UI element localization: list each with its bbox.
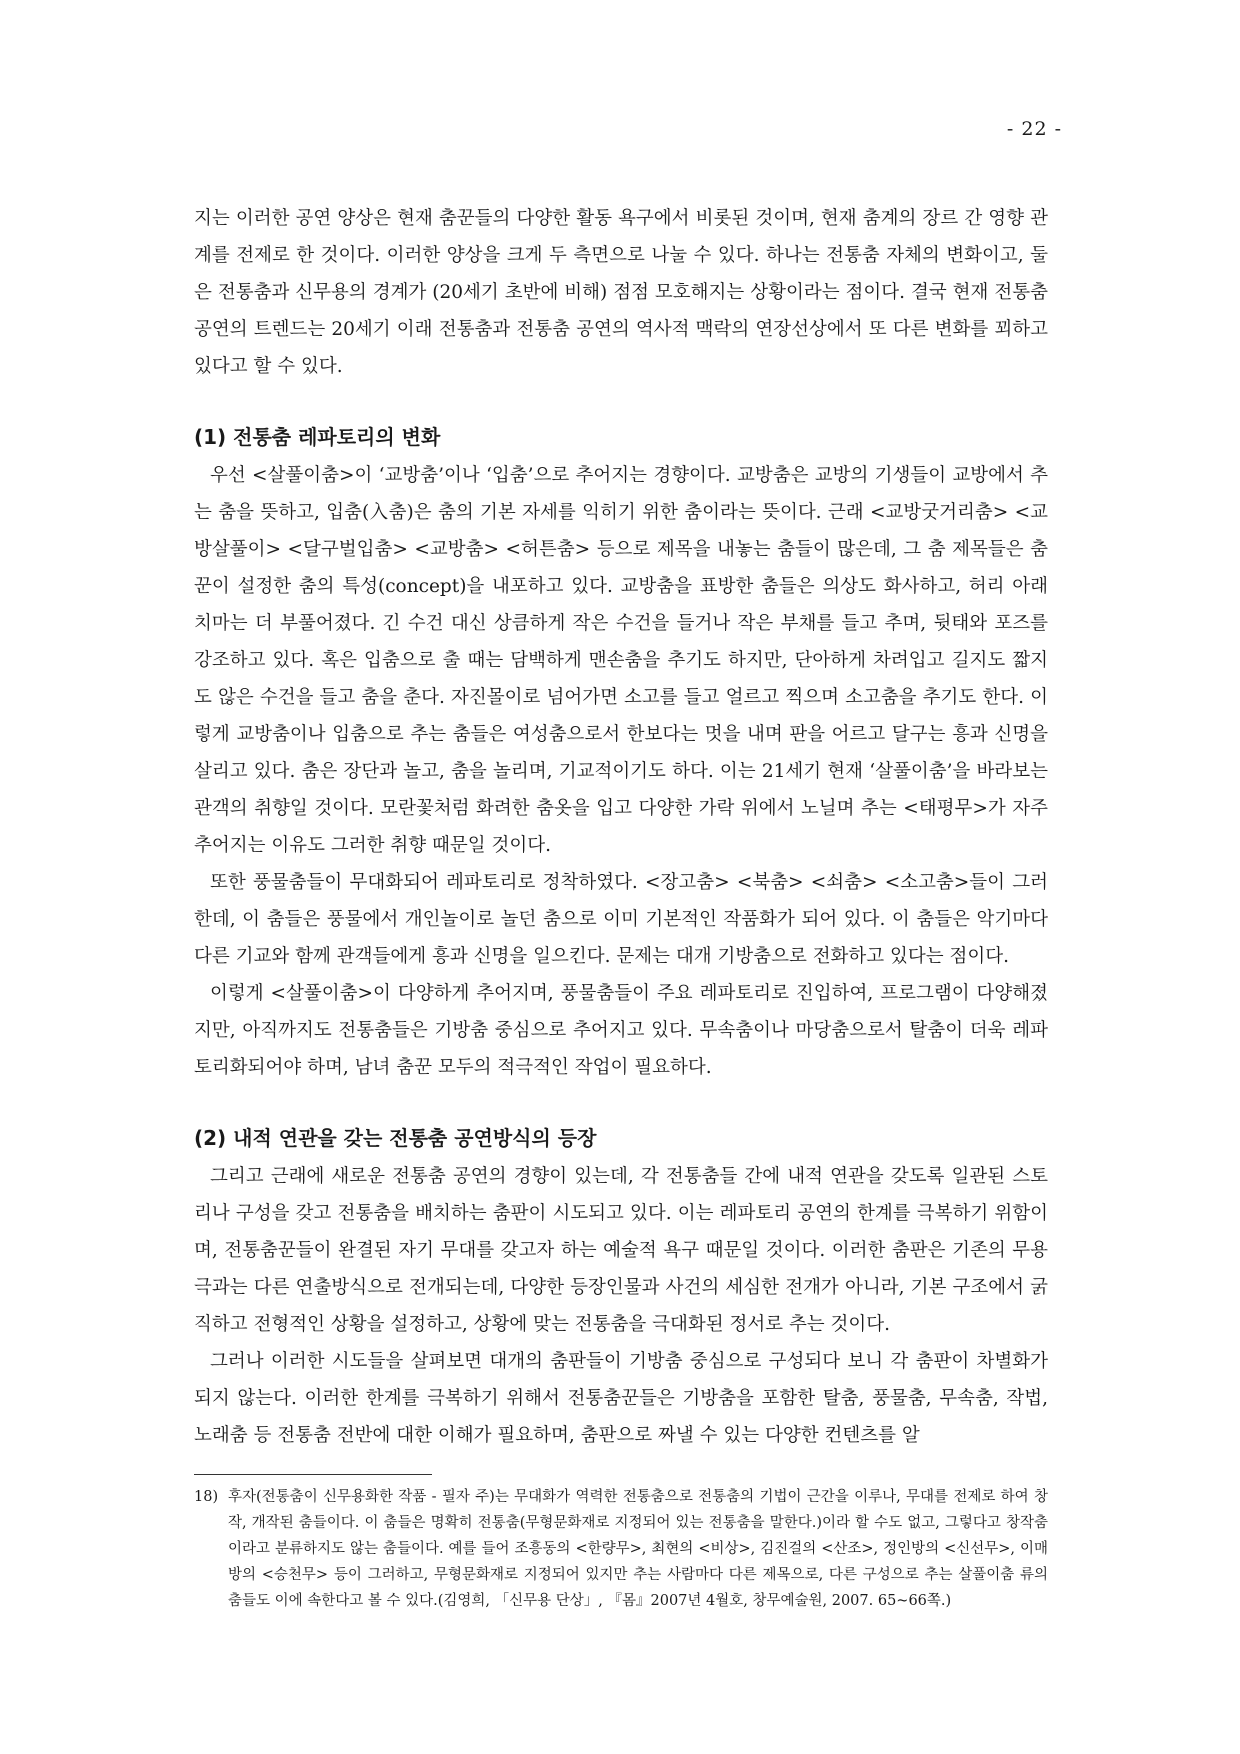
section-1-heading: (1) 전통춤 레파토리의 변화 bbox=[194, 425, 441, 449]
section-2-paragraph: 그러나 이러한 시도들을 살펴보면 대개의 춤판들이 기방춤 중심으로 구성되다 보니 각 춤판이 차별화가 되지 않는다. 이러한 한계를 극복하기 위해서 전통춤꾼들은 기방춤을 포함한 탈춤, 풍물춤, 무속춤, 작법, 노래춤 등 전통춤 전반에 대한 이해가 필요하며, 춤판으로 짜낼 수 있는 다양한 컨텐츠를 알 bbox=[194, 1351, 1048, 1446]
page-number: - 22 - bbox=[1006, 118, 1062, 140]
footnote-divider bbox=[194, 1474, 432, 1475]
intro-paragraph: 지는 이러한 공연 양상은 현재 춤꾼들의 다양한 활동 욕구에서 비롯된 것이며, 현재 춤계의 장르 간 영향 관계를 전제로 한 것이다. 이러한 양상을 크게 두 측면으로 나눌 수 있다. 하나는 전통춤 자체의 변화이고, 둘은 전통춤과 신무용의 경계가 (20세기 초반에 비해) 점점 모호해지는 상황이라는 점이다. 결국 현재 전통춤 공연의 트렌드는 20세기 이래 전통춤과 전통춤 공연의 역사적 맥락의 연장선상에서 또 다른 변화를 꾀하고 있다고 할 수 있다. bbox=[194, 208, 1048, 377]
footnote-text: 후자(전통춤이 신무용화한 작품 - 필자 주)는 무대화가 역력한 전통춤으로 전통춤의 기법이 근간을 이루나, 무대를 전제로 하여 창작, 개작된 춤들이다. 이 춤들은 명확히 전통춤(무형문화재로 지정되어 있는 전통춤을 말한다.)이라 할 수도 없고, 그렇다고 창작춤이라고 분류하지도 않는 춤들이다. 예를 들어 조흥동의 <한량무>, 최현의 <비상>, 김진걸의 <산조>, 정인방의 <신선무>, 이매방의 <승천무> 등이 그러하고, 무형문화재로 지정되어 있지만 추는 사람마다 다른 제목으로, 다른 구성으로 추는 살풀이춤 류의 춤들도 이에 속한다고 볼 수 있다.(김영희, 「신무용 단상」, 『몸』2007년 4월호, 창무예술원, 2007. 65~66쪽.) bbox=[228, 1489, 1048, 1609]
section-1-paragraph: 또한 풍물춤들이 무대화되어 레파토리로 정착하였다. <장고춤> <북춤> <쇠춤> <소고춤>들이 그러한데, 이 춤들은 풍물에서 개인놀이로 놀던 춤으로 이미 기본적인 작품화가 되어 있다. 이 춤들은 악기마다 다른 기교와 함께 관객들에게 흥과 신명을 일으킨다. 문제는 대개 기방춤으로 전화하고 있다는 점이다. bbox=[194, 872, 1048, 967]
section-2-paragraph: 그리고 근래에 새로운 전통춤 공연의 경향이 있는데, 각 전통춤들 간에 내적 연관을 갖도록 일관된 스토리나 구성을 갖고 전통춤을 배치하는 춤판이 시도되고 있다. 이는 레파토리 공연의 한계를 극복하기 위함이며, 전통춤꾼들이 완결된 자기 무대를 갖고자 하는 예술적 욕구 때문일 것이다. 이러한 춤판은 기존의 무용극과는 다른 연출방식으로 전개되는데, 다양한 등장인물과 사건의 세심한 전개가 아니라, 기본 구조에서 굵직하고 전형적인 상황을 설정하고, 상황에 맞는 전통춤을 극대화된 정서로 추는 것이다. bbox=[194, 1166, 1048, 1335]
section-1-paragraph: 우선 <살풀이춤>이 ‘교방춤’이나 ‘입춤’으로 추어지는 경향이다. 교방춤은 교방의 기생들이 교방에서 추는 춤을 뜻하고, 입춤(入춤)은 춤의 기본 자세를 익히기 위한 춤이라는 뜻이다. 근래 <교방굿거리춤> <교방살풀이> <달구벌입춤> <교방춤> <허튼춤> 등으로 제목을 내놓는 춤들이 많은데, 그 춤 제목들은 춤꾼이 설정한 춤의 특성(concept)을 내포하고 있다. 교방춤을 표방한 춤들은 의상도 화사하고, 허리 아래 치마는 더 부풀어졌다. 긴 수건 대신 상큼하게 작은 수건을 들거나 작은 부채를 들고 추며, 뒷태와 포즈를 강조하고 있다. 혹은 입춤으로 출 때는 담백하게 맨손춤을 추기도 하지만, 단아하게 차려입고 길지도 짧지도 않은 수건을 들고 춤을 춘다. 자진몰이로 넘어가면 소고를 들고 얼르고 찍으며 소고춤을 추기도 한다. 이렇게 교방춤이나 입춤으로 추는 춤들은 여성춤으로서 한보다는 멋을 내며 판을 어르고 달구는 흥과 신명을 살리고 있다. 춤은 장단과 놀고, 춤을 놀리며, 기교적이기도 하다. 이는 21세기 현재 ‘살풀이춤’을 바라보는 관객의 취향일 것이다. 모란꽃처럼 화려한 춤옷을 입고 다양한 가락 위에서 노닐며 추는 <태평무>가 자주 추어지는 이유도 그러한 취향 때문일 것이다. bbox=[194, 465, 1048, 856]
body-text bbox=[194, 200, 1048, 1454]
footnote-marker: 18) bbox=[194, 1489, 219, 1505]
footnote bbox=[194, 1484, 1048, 1614]
section-1-paragraph: 이렇게 <살풀이춤>이 다양하게 추어지며, 풍물춤들이 주요 레파토리로 진입하여, 프로그램이 다양해졌지만, 아직까지도 전통춤들은 기방춤 중심으로 추어지고 있다. 무속춤이나 마당춤으로서 탈춤이 더욱 레파토리화되어야 하며, 남녀 춤꾼 모두의 적극적인 작업이 필요하다. bbox=[194, 983, 1048, 1078]
section-2-heading: (2) 내적 연관을 갖는 전통춤 공연방식의 등장 bbox=[194, 1126, 597, 1150]
